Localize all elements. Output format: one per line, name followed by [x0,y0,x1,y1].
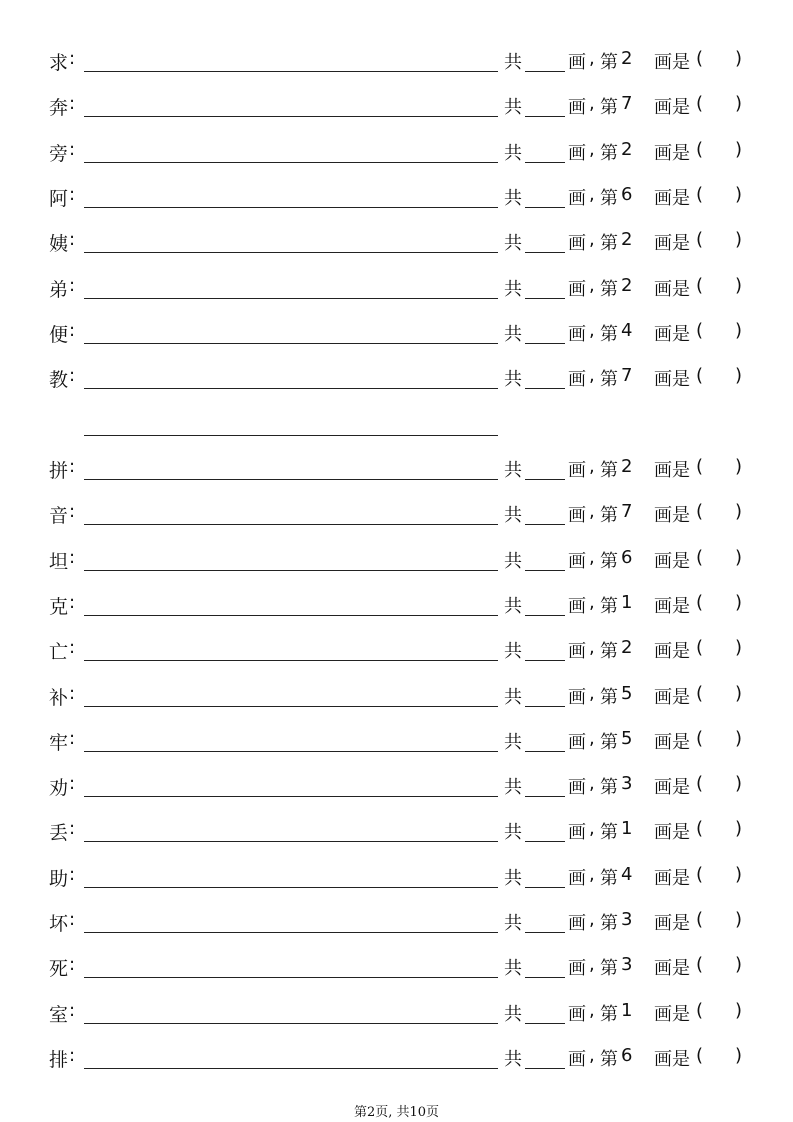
comma: , [589,546,595,568]
colon: : [69,546,76,568]
worksheet-row [0,770,793,800]
total-label: 共 [504,233,522,255]
character-label: 教 [49,369,69,392]
stroke-is-label: 画是 [654,913,690,934]
stroke-unit-label: 画 [568,1003,586,1025]
stroke-writing-line[interactable] [84,706,498,707]
stroke-unit-label: 画 [568,1048,586,1070]
stroke-number: 3 [621,773,633,795]
stroke-unit-label: 画 [568,867,586,889]
total-label: 共 [504,958,522,980]
stroke-unit-label: 画 [568,369,586,391]
stroke-unit-label: 画 [568,52,586,73]
ordinal-label: 第 [600,641,618,663]
stroke-unit-label: 画 [568,822,586,844]
stroke-count-blank[interactable] [525,796,565,797]
stroke-unit-label: 画 [568,142,586,164]
character-label: 室 [49,1003,69,1026]
total-label: 共 [504,52,522,73]
comma: , [589,48,595,69]
stroke-writing-line[interactable] [84,479,498,480]
worksheet-row [0,634,793,664]
colon: : [69,183,76,205]
comma: , [589,501,595,523]
stroke-number: 4 [621,863,633,885]
stroke-count-blank[interactable] [525,841,565,842]
stroke-writing-line[interactable] [84,1068,498,1069]
character-label: 坏 [49,913,69,935]
colon: : [69,48,76,69]
comma: , [589,229,595,251]
character-label: 奔 [49,97,69,120]
character-label: 死 [49,958,69,981]
stroke-is-label: 画是 [654,233,690,255]
stroke-is-label: 画是 [654,505,690,527]
answer-paren-open: ( [696,1044,704,1066]
answer-paren-close: ) [735,319,743,341]
worksheet-row [0,136,793,166]
stroke-number: 6 [621,1044,633,1066]
worksheet-row [0,906,793,936]
ordinal-label: 第 [600,1048,618,1070]
character-label: 便 [49,323,69,346]
total-label: 共 [504,142,522,164]
ordinal-label: 第 [600,142,618,164]
comma: , [589,319,595,341]
stroke-is-label: 画是 [654,550,690,572]
stroke-number: 7 [621,501,633,523]
total-label: 共 [504,1003,522,1025]
ordinal-label: 第 [600,187,618,209]
stroke-number: 1 [621,818,633,840]
worksheet-row [0,90,793,120]
comma: , [589,682,595,704]
stroke-unit-label: 画 [568,686,586,708]
answer-paren-close: ) [735,637,743,659]
answer-paren-close: ) [735,954,743,976]
worksheet-row [0,317,793,347]
stroke-count-blank[interactable] [525,706,565,707]
stroke-writing-line[interactable] [84,570,498,571]
stroke-count-blank[interactable] [525,162,565,163]
worksheet-row [0,544,793,574]
stroke-writing-line[interactable] [84,977,498,978]
stroke-writing-line[interactable] [84,524,498,525]
total-label: 共 [504,278,522,300]
ordinal-label: 第 [600,97,618,119]
stroke-number: 2 [621,274,633,296]
character-label: 克 [49,595,69,618]
ordinal-label: 第 [600,686,618,708]
answer-paren-close: ) [735,591,743,613]
answer-paren-open: ( [696,909,704,930]
total-label: 共 [504,505,522,527]
colon: : [69,727,76,749]
stroke-is-label: 画是 [654,369,690,391]
comma: , [589,909,595,930]
stroke-is-label: 画是 [654,641,690,663]
stroke-count-blank[interactable] [525,660,565,661]
stroke-count-blank[interactable] [525,71,565,72]
answer-paren-open: ( [696,682,704,704]
stroke-writing-line[interactable] [84,207,498,208]
stroke-unit-label: 画 [568,550,586,572]
stroke-writing-line[interactable] [84,887,498,888]
stroke-is-label: 画是 [654,1003,690,1025]
character-label: 助 [49,867,69,890]
ordinal-label: 第 [600,550,618,572]
answer-paren-close: ) [735,274,743,296]
answer-paren-close: ) [735,138,743,160]
character-label: 坦 [49,550,69,573]
ordinal-label: 第 [600,505,618,527]
stroke-number: 1 [621,591,633,613]
stroke-count-blank[interactable] [525,479,565,480]
stroke-count-blank[interactable] [525,343,565,344]
total-label: 共 [504,777,522,799]
answer-paren-close: ) [735,546,743,568]
answer-paren-close: ) [735,456,743,477]
answer-paren-close: ) [735,818,743,840]
total-label: 共 [504,460,522,481]
colon: : [69,93,76,115]
stroke-number: 6 [621,183,633,205]
stroke-writing-line[interactable] [84,252,498,253]
total-label: 共 [504,369,522,391]
colon: : [69,1044,76,1066]
stroke-is-label: 画是 [654,595,690,617]
stroke-unit-label: 画 [568,641,586,663]
answer-paren-open: ( [696,637,704,659]
colon: : [69,637,76,659]
colon: : [69,682,76,704]
stroke-is-label: 画是 [654,867,690,889]
stroke-count-blank[interactable] [525,116,565,117]
worksheet-row [0,498,793,528]
answer-paren-open: ( [696,999,704,1021]
stroke-number: 7 [621,365,633,387]
stroke-is-label: 画是 [654,97,690,119]
stroke-is-label: 画是 [654,323,690,345]
stroke-number: 4 [621,319,633,341]
colon: : [69,909,76,930]
colon: : [69,999,76,1021]
comma: , [589,863,595,885]
colon: : [69,863,76,885]
stroke-count-blank[interactable] [525,252,565,253]
worksheet-row [0,951,793,981]
character-label: 求 [49,52,69,74]
total-label: 共 [504,686,522,708]
character-label: 拼 [49,460,69,482]
stroke-writing-line[interactable] [84,388,498,389]
character-label: 音 [49,505,69,528]
answer-paren-open: ( [696,229,704,251]
stroke-writing-line[interactable] [84,796,498,797]
colon: : [69,591,76,613]
stroke-count-blank[interactable] [525,524,565,525]
colon: : [69,138,76,160]
total-label: 共 [504,595,522,617]
answer-paren-close: ) [735,501,743,523]
worksheet-row [0,725,793,755]
total-label: 共 [504,731,522,753]
comma: , [589,456,595,477]
worksheet-row [0,362,793,392]
comma: , [589,954,595,976]
character-label: 亡 [49,641,69,664]
stroke-writing-line[interactable] [84,1023,498,1024]
stroke-is-label: 画是 [654,822,690,844]
comma: , [589,93,595,115]
comma: , [589,999,595,1021]
ordinal-label: 第 [600,958,618,980]
comma: , [589,1044,595,1066]
total-label: 共 [504,1048,522,1070]
ordinal-label: 第 [600,1003,618,1025]
stroke-number: 2 [621,456,633,477]
answer-paren-open: ( [696,501,704,523]
ordinal-label: 第 [600,731,618,753]
stroke-unit-label: 画 [568,187,586,209]
worksheet-row [0,453,793,483]
comma: , [589,818,595,840]
stroke-count-blank[interactable] [525,977,565,978]
answer-paren-close: ) [735,48,743,69]
total-label: 共 [504,550,522,572]
colon: : [69,456,76,477]
page-footer: 第2页, 共10页 [353,1105,440,1120]
worksheet-row [0,680,793,710]
stroke-unit-label: 画 [568,731,586,753]
answer-paren-open: ( [696,138,704,160]
stroke-number: 1 [621,999,633,1021]
total-label: 共 [504,97,522,119]
colon: : [69,229,76,251]
answer-paren-open: ( [696,365,704,387]
ordinal-label: 第 [600,369,618,391]
ordinal-label: 第 [600,278,618,300]
stroke-writing-line[interactable] [84,932,498,933]
stroke-count-blank[interactable] [525,388,565,389]
character-label: 弟 [49,278,69,301]
stroke-writing-line[interactable] [84,71,498,72]
character-label: 劝 [49,777,69,800]
worksheet-row [0,815,793,845]
stroke-unit-label: 画 [568,958,586,980]
stroke-number: 6 [621,546,633,568]
stroke-number: 2 [621,138,633,160]
stroke-number: 2 [621,637,633,659]
stroke-is-label: 画是 [654,1048,690,1070]
stroke-number: 5 [621,682,633,704]
stroke-count-blank[interactable] [525,751,565,752]
colon: : [69,954,76,976]
answer-paren-close: ) [735,727,743,749]
stroke-writing-line[interactable] [84,116,498,117]
stroke-unit-label: 画 [568,913,586,934]
stroke-unit-label: 画 [568,505,586,527]
total-label: 共 [504,867,522,889]
stroke-number: 2 [621,229,633,251]
stroke-count-blank[interactable] [525,932,565,933]
stroke-is-label: 画是 [654,52,690,73]
ordinal-label: 第 [600,460,618,481]
answer-paren-open: ( [696,319,704,341]
stroke-is-label: 画是 [654,777,690,799]
answer-paren-close: ) [735,365,743,387]
stroke-is-label: 画是 [654,958,690,980]
answer-paren-open: ( [696,727,704,749]
worksheet-row [0,45,793,75]
answer-paren-close: ) [735,773,743,795]
stroke-number: 5 [621,727,633,749]
ordinal-label: 第 [600,867,618,889]
worksheet-row [0,1042,793,1072]
answer-paren-open: ( [696,773,704,795]
colon: : [69,274,76,296]
character-label: 排 [49,1048,69,1071]
stroke-unit-label: 画 [568,278,586,300]
stroke-count-blank[interactable] [525,615,565,616]
answer-paren-close: ) [735,909,743,930]
stroke-writing-line[interactable] [84,841,498,842]
worksheet-row [0,226,793,256]
comma: , [589,637,595,659]
answer-paren-open: ( [696,863,704,885]
colon: : [69,818,76,840]
stroke-unit-label: 画 [568,97,586,119]
answer-paren-close: ) [735,999,743,1021]
stroke-writing-line[interactable] [84,660,498,661]
stroke-number: 2 [621,48,633,69]
stroke-is-label: 画是 [654,278,690,300]
worksheet-row [0,997,793,1027]
worksheet-row [0,861,793,891]
ordinal-label: 第 [600,233,618,255]
answer-paren-close: ) [735,229,743,251]
stroke-unit-label: 画 [568,595,586,617]
answer-paren-open: ( [696,456,704,477]
answer-paren-close: ) [735,183,743,205]
ordinal-label: 第 [600,913,618,934]
stroke-number: 7 [621,93,633,115]
colon: : [69,501,76,523]
stroke-writing-line[interactable] [84,615,498,616]
total-label: 共 [504,187,522,209]
stroke-writing-line[interactable] [84,162,498,163]
answer-paren-close: ) [735,682,743,704]
character-label: 姨 [49,233,69,256]
comma: , [589,365,595,387]
answer-paren-open: ( [696,546,704,568]
comma: , [589,773,595,795]
answer-paren-close: ) [735,863,743,885]
total-label: 共 [504,822,522,844]
character-label: 丢 [49,822,69,845]
stroke-count-blank[interactable] [525,887,565,888]
stroke-count-blank[interactable] [525,570,565,571]
ordinal-label: 第 [600,777,618,799]
answer-paren-close: ) [735,1044,743,1066]
total-label: 共 [504,323,522,345]
stroke-number: 3 [621,954,633,976]
ordinal-label: 第 [600,323,618,345]
stroke-count-blank[interactable] [525,298,565,299]
answer-paren-close: ) [735,93,743,115]
total-label: 共 [504,913,522,934]
worksheet-row [0,272,793,302]
writing-line-extra[interactable] [84,435,498,436]
answer-paren-open: ( [696,93,704,115]
stroke-writing-line[interactable] [84,751,498,752]
stroke-is-label: 画是 [654,142,690,164]
character-label: 牢 [49,731,69,754]
stroke-is-label: 画是 [654,460,690,481]
answer-paren-open: ( [696,274,704,296]
colon: : [69,365,76,387]
comma: , [589,591,595,613]
stroke-unit-label: 画 [568,233,586,255]
stroke-is-label: 画是 [654,187,690,209]
comma: , [589,274,595,296]
character-label: 补 [49,686,69,709]
worksheet-row [0,181,793,211]
stroke-is-label: 画是 [654,731,690,753]
stroke-unit-label: 画 [568,323,586,345]
answer-paren-open: ( [696,818,704,840]
colon: : [69,773,76,795]
colon: : [69,319,76,341]
stroke-writing-line[interactable] [84,298,498,299]
answer-paren-open: ( [696,183,704,205]
stroke-number: 3 [621,909,633,930]
ordinal-label: 第 [600,52,618,73]
character-label: 旁 [49,142,69,165]
answer-paren-open: ( [696,954,704,976]
stroke-unit-label: 画 [568,460,586,481]
stroke-is-label: 画是 [654,686,690,708]
comma: , [589,727,595,749]
ordinal-label: 第 [600,595,618,617]
answer-paren-open: ( [696,591,704,613]
stroke-count-blank[interactable] [525,1023,565,1024]
stroke-writing-line[interactable] [84,343,498,344]
comma: , [589,183,595,205]
stroke-count-blank[interactable] [525,207,565,208]
worksheet-row [0,589,793,619]
stroke-unit-label: 画 [568,777,586,799]
ordinal-label: 第 [600,822,618,844]
stroke-count-blank[interactable] [525,1068,565,1069]
answer-paren-open: ( [696,48,704,69]
total-label: 共 [504,641,522,663]
comma: , [589,138,595,160]
character-label: 阿 [49,187,69,210]
